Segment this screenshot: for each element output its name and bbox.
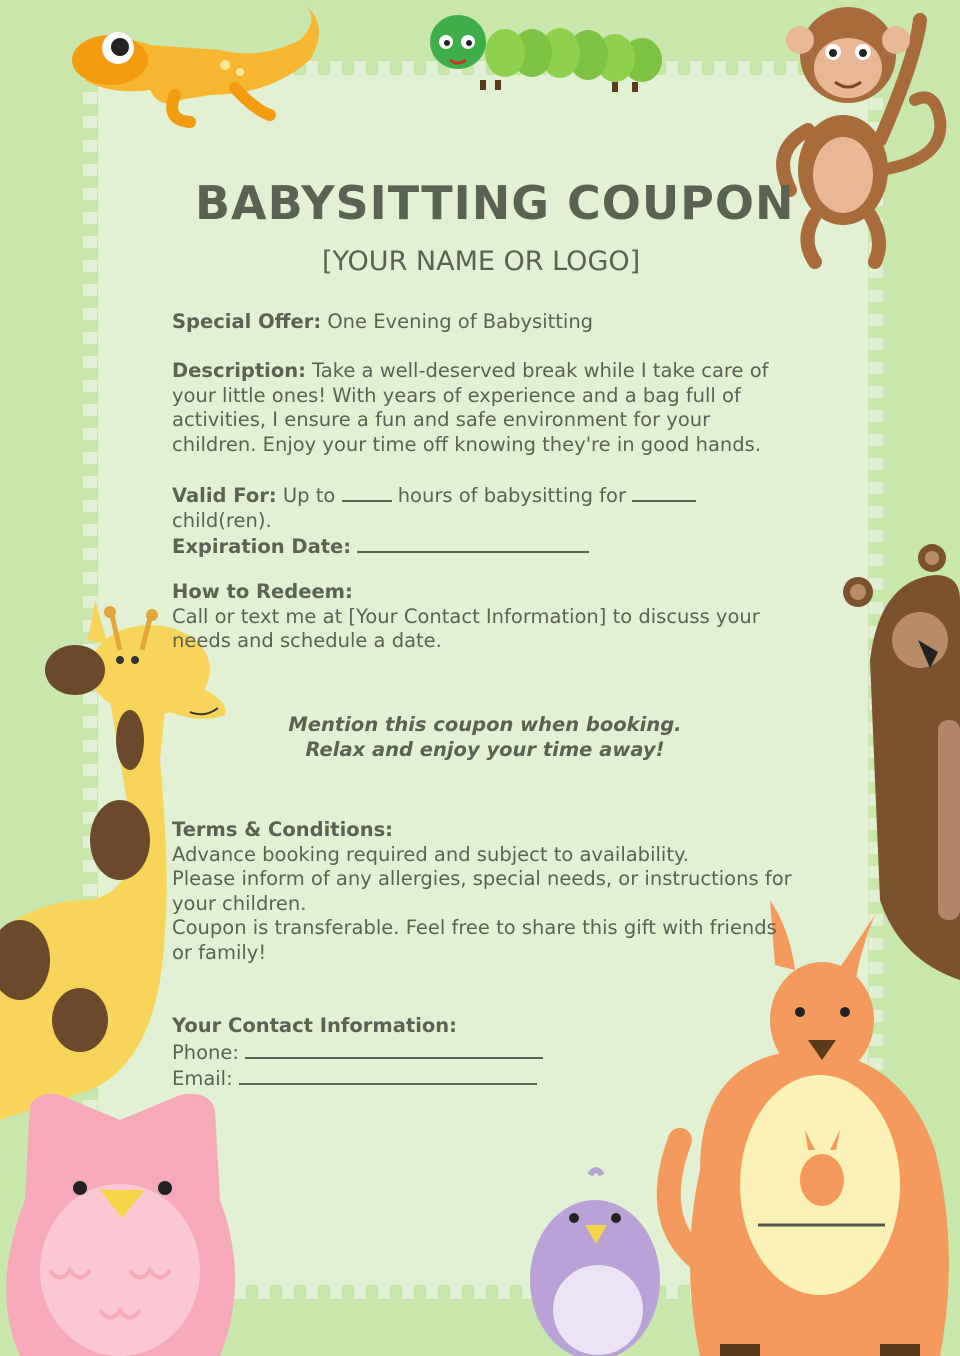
phone-label: Phone:: [172, 1040, 239, 1064]
description-label: Description:: [172, 359, 306, 382]
terms-line: Please inform of any allergies, special needs, or instructions for: [172, 867, 792, 890]
name-or-logo-placeholder: [YOUR NAME OR LOGO]: [322, 246, 641, 277]
description-line: activities, I ensure a fun and safe environment for your: [172, 408, 711, 431]
contact-label: Your Contact Information:: [172, 1014, 457, 1037]
expiration-date-label: Expiration Date:: [172, 535, 352, 558]
description: [172, 359, 802, 457]
description-line: Take a well-deserved break while I take care of: [312, 359, 769, 382]
terms-line: Advance booking required and subject to availability.: [172, 842, 689, 866]
special-offer-value: One Evening of Babysitting: [327, 310, 594, 333]
how-to-redeem: [172, 580, 802, 654]
valid-for: [172, 482, 802, 560]
page-title: BABYSITTING COUPON: [195, 176, 795, 230]
contact-information: [172, 1014, 802, 1092]
redeem-label: How to Redeem:: [172, 580, 353, 603]
redeem-line: Call or text me at [Your Contact Information] to discuss your: [172, 604, 760, 628]
expiration-date-blank[interactable]: [357, 533, 589, 553]
hours-blank[interactable]: [342, 482, 392, 502]
booking-note: [230, 712, 740, 762]
valid-for-text-middle: hours of babysitting for: [397, 484, 626, 507]
terms-label: Terms & Conditions:: [172, 818, 393, 841]
note-line: Relax and enjoy your time away!: [305, 738, 665, 761]
terms-and-conditions: [172, 818, 812, 965]
terms-line: Coupon is transferable. Feel free to share this gift with friends: [172, 916, 777, 939]
valid-for-text-after: child(ren).: [172, 508, 272, 532]
note-line: Mention this coupon when booking.: [288, 713, 682, 736]
special-offer-label: Special Offer:: [172, 310, 322, 333]
children-blank[interactable]: [632, 482, 696, 502]
special-offer: [172, 310, 802, 335]
redeem-line: needs and schedule a date.: [172, 629, 442, 652]
description-line: your little ones! With years of experience and a bag full of: [172, 383, 741, 407]
valid-for-text-before: Up to: [282, 484, 336, 507]
email-blank[interactable]: [239, 1065, 537, 1085]
phone-blank[interactable]: [245, 1039, 543, 1059]
terms-line: or family!: [172, 940, 267, 964]
terms-line: your children.: [172, 891, 307, 915]
valid-for-label: Valid For:: [172, 484, 277, 507]
description-line: children. Enjoy your time off knowing they're in good hands.: [172, 432, 762, 456]
email-label: Email:: [172, 1067, 233, 1090]
